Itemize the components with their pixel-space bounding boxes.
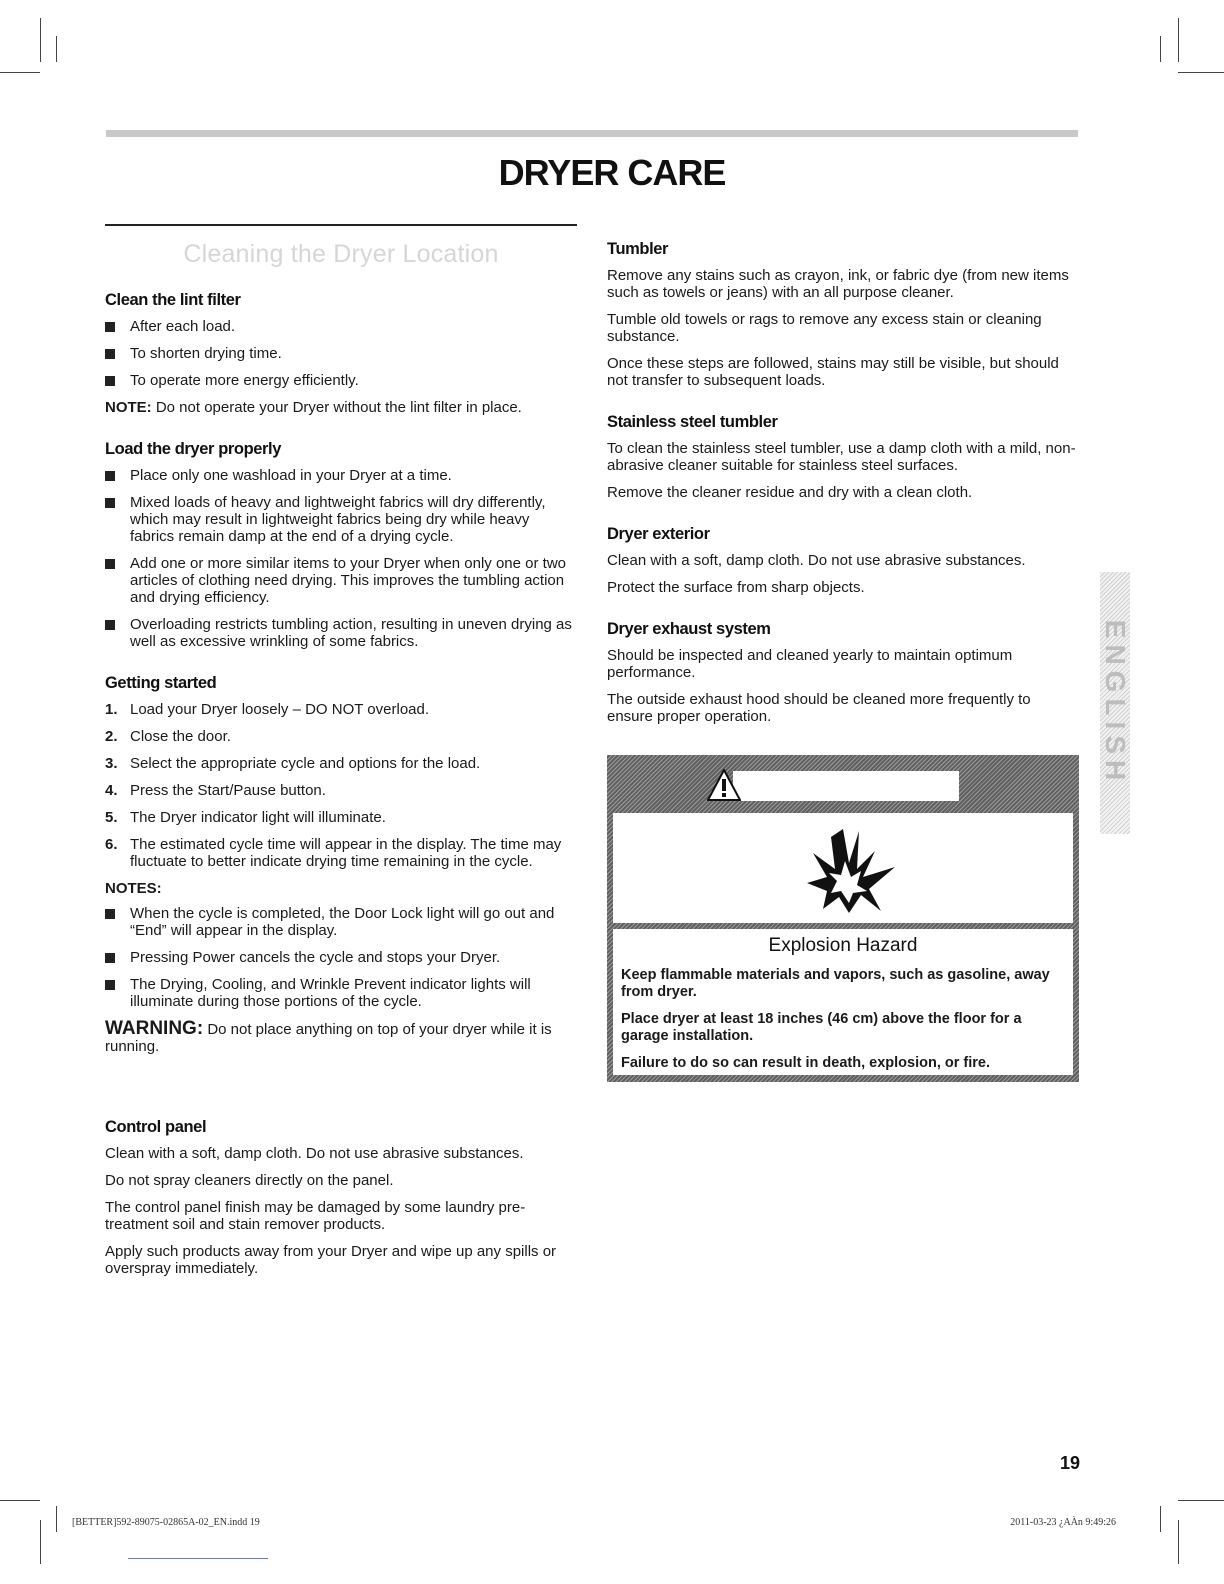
control-panel-heading: Control panel (105, 1118, 207, 1136)
list-item: Mixed loads of heavy and lightweight fabrics will dry differently, which may result in lightweight fabrics being dry while heavy fabrics remain damp at the end of a drying cycle. (105, 494, 577, 545)
crop-mark (1178, 1520, 1179, 1564)
tumbler-heading: Tumbler (607, 240, 669, 258)
crop-mark (1178, 72, 1224, 73)
list-item: To shorten drying time. (105, 345, 577, 362)
paragraph: Apply such products away from your Dryer and wipe up any spills or overspray immediately. (105, 1243, 557, 1277)
notes-label: NOTES: (105, 880, 162, 897)
bullet-icon (105, 980, 115, 990)
warning-box (607, 755, 1079, 1082)
bullet-icon (105, 471, 115, 481)
warning-line: Keep flammable materials and vapors, such as gasoline, away from dryer. (621, 967, 1050, 1000)
crop-mark (56, 36, 57, 62)
stainless-heading: Stainless steel tumbler (607, 413, 778, 431)
crop-mark (0, 72, 40, 73)
page-number: 19 (1059, 1453, 1080, 1473)
paragraph: Do not spray cleaners directly on the panel. (105, 1172, 394, 1189)
explosion-icon (613, 813, 1073, 923)
paragraph: The control panel finish may be damaged by some laundry pre-treatment soil and stain remover products. (105, 1199, 526, 1233)
warning-note: WARNING: Do not place anything on top of your dryer while it is running. (105, 1018, 552, 1055)
crop-mark (0, 1500, 40, 1501)
list-item: To operate more energy efficiently. (105, 372, 577, 389)
list-item: When the cycle is completed, the Door Lock light will go out and “End” will appear in the display. (105, 905, 577, 939)
left-column (105, 224, 577, 1065)
bullet-icon (105, 620, 115, 630)
list-item: Overloading restricts tumbling action, resulting in uneven drying as well as excessive wrinkling of some fabrics. (105, 616, 577, 650)
footer-line (128, 1558, 268, 1559)
section-title: Cleaning the Dryer Location (183, 240, 499, 268)
load-dryer-list (105, 467, 577, 650)
bullet-icon (105, 909, 115, 919)
bullet-icon (105, 498, 115, 508)
lint-note: NOTE: Do not operate your Dryer without the lint filter in place. (105, 399, 522, 416)
right-column (607, 240, 1079, 735)
list-item: 1. Load your Dryer loosely – DO NOT overload. (105, 701, 430, 718)
footer-file-info: [BETTER]592-89075-02865A-02_EN.indd 19 (72, 1517, 260, 1528)
paragraph: Remove the cleaner residue and dry with a clean cloth. (607, 484, 973, 501)
getting-started-heading: Getting started (105, 674, 217, 692)
bullet-icon (105, 376, 115, 386)
page-title: DRYER CARE (498, 152, 726, 193)
exhaust-heading: Dryer exhaust system (607, 620, 771, 638)
warning-header (733, 771, 959, 801)
crop-mark (56, 1506, 57, 1532)
crop-mark (40, 18, 41, 62)
paragraph: To clean the stainless steel tumbler, use a damp cloth with a mild, non-abrasive cleaner suitable for stainless steel surfaces. (607, 440, 1076, 474)
warning-text-panel (613, 929, 1073, 1075)
paragraph: Tumble old towels or rags to remove any excess stain or cleaning substance. (607, 311, 1042, 345)
paragraph: Clean with a soft, damp cloth. Do not use abrasive substances. (607, 552, 1026, 569)
paragraph: Should be inspected and cleaned yearly to maintain optimum performance. (607, 647, 1013, 681)
crop-mark (40, 1520, 41, 1564)
list-item: 3. Select the appropriate cycle and options for the load. (105, 755, 481, 772)
list-item: 4. Press the Start/Pause button. (105, 782, 326, 799)
getting-started-steps (105, 701, 577, 870)
hazard-title: Explosion Hazard (768, 935, 918, 956)
warning-triangle-icon (707, 769, 741, 801)
list-item: 2. Close the door. (105, 728, 231, 745)
paragraph: The outside exhaust hood should be cleaned more frequently to ensure proper operation. (607, 691, 1031, 725)
explosion-picture (613, 813, 1073, 923)
list-item: The Drying, Cooling, and Wrinkle Prevent indicator lights will illuminate during those portions of the cycle. (105, 976, 577, 1010)
bullet-icon (105, 953, 115, 963)
bullet-icon (105, 559, 115, 569)
crop-mark (1160, 1506, 1161, 1532)
lint-filter-heading: Clean the lint filter (105, 291, 241, 309)
footer-timestamp: 2011-03-23 ¿AÀn 9:49:26 (1010, 1517, 1116, 1528)
header-bar (106, 130, 1078, 137)
warning-line: Failure to do so can result in death, explosion, or fire. (621, 1055, 991, 1071)
list-item: Add one or more similar items to your Dryer when only one or two articles of clothing need drying. This improves the tumbling action and drying efficiency. (105, 555, 577, 606)
list-item: Pressing Power cancels the cycle and stops your Dryer. (105, 949, 577, 966)
warning-line: Place dryer at least 18 inches (46 cm) above the floor for a garage installation. (621, 1011, 1022, 1044)
crop-mark (1178, 1500, 1224, 1501)
crop-mark (1160, 36, 1161, 62)
paragraph: Once these steps are followed, stains may still be visible, but should not transfer to subsequent loads. (607, 355, 1059, 389)
bullet-icon (105, 349, 115, 359)
paragraph: Clean with a soft, damp cloth. Do not use abrasive substances. (105, 1145, 524, 1162)
list-item: 6. The estimated cycle time will appear in the display. The time may fluctuate to better indicate drying time remaining in the cycle. (105, 836, 562, 870)
list-item: After each load. (105, 318, 577, 335)
language-tab-label: ENGLISH (1100, 619, 1131, 787)
load-dryer-heading: Load the dryer properly (105, 440, 282, 458)
lint-filter-list (105, 318, 577, 389)
notes-list (105, 905, 577, 1010)
list-item: Place only one washload in your Dryer at a time. (105, 467, 577, 484)
paragraph: Remove any stains such as crayon, ink, or fabric dye (from new items such as towels or jeans) with an all purpose cleaner. (607, 267, 1069, 301)
divider (105, 224, 577, 226)
exterior-heading: Dryer exterior (607, 525, 710, 543)
list-item: 5. The Dryer indicator light will illuminate. (105, 809, 386, 826)
bullet-icon (105, 322, 115, 332)
paragraph: Protect the surface from sharp objects. (607, 579, 865, 596)
crop-mark (1178, 18, 1179, 62)
control-panel-section (105, 1118, 577, 1287)
